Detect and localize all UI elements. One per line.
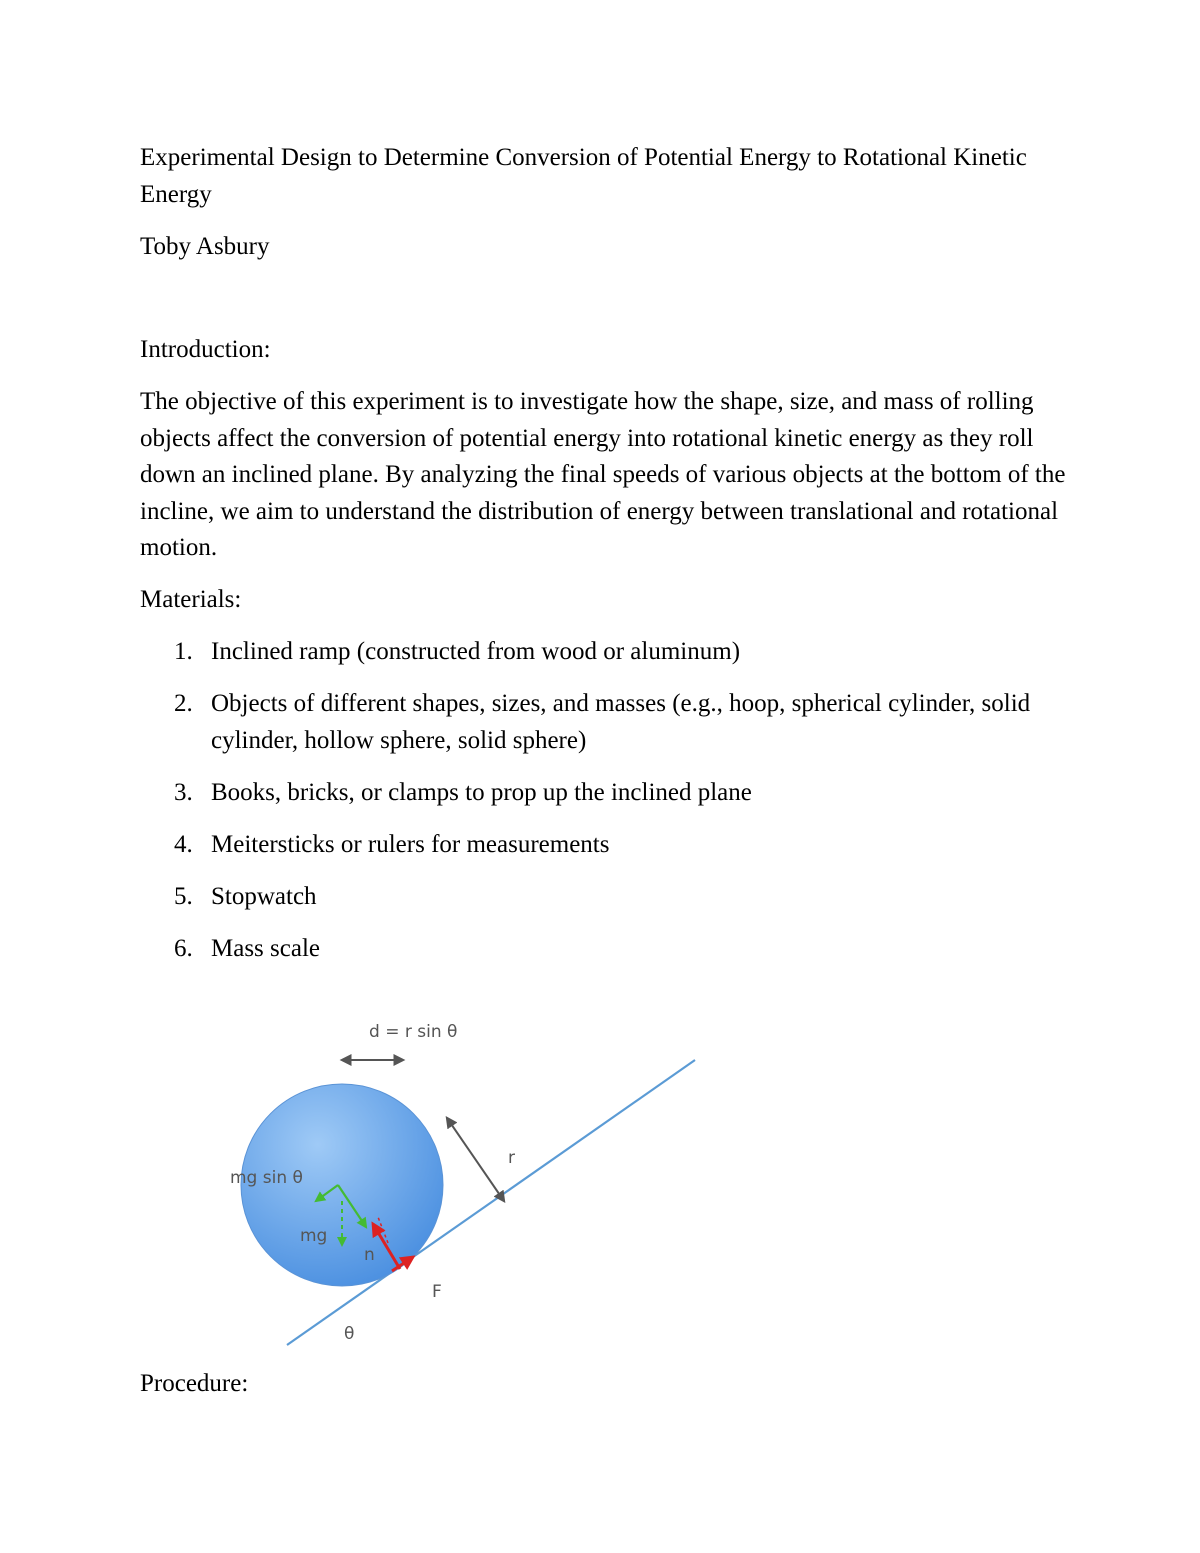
label-f: F	[432, 1282, 442, 1302]
label-d-equals-r-sin-theta: d = r sin θ	[369, 1022, 458, 1042]
r-radius-arrow	[447, 1118, 504, 1201]
list-item-text: Mass scale	[211, 934, 320, 962]
materials-heading: Materials:	[140, 586, 242, 613]
list-item	[140, 879, 1070, 916]
list-item-number: 2.	[174, 690, 193, 717]
list-item-text: Inclined ramp (constructed from wood or aluminum)	[211, 638, 741, 665]
label-theta: θ	[344, 1324, 355, 1344]
rolling-ball-diagram	[220, 1005, 710, 1355]
document-title: Experimental Design to Determine Conversion of Potential Energy to Rotational Kinetic Energy	[140, 144, 1027, 208]
introduction-heading: Introduction:	[140, 336, 271, 363]
list-item	[140, 827, 1070, 864]
list-item-number: 6.	[174, 934, 193, 962]
list-item-number: 5.	[174, 882, 193, 910]
label-n: n	[364, 1245, 375, 1265]
list-item-text: Books, bricks, or clamps to prop up the inclined plane	[211, 778, 752, 806]
list-item	[140, 634, 1070, 671]
list-item	[140, 931, 1070, 968]
label-mg-sin-theta: mg sin θ	[230, 1168, 303, 1188]
author-name: Toby Asbury	[140, 233, 270, 260]
list-item-text: Meitersticks or rulers for measurements	[211, 830, 610, 858]
materials-list	[140, 634, 1070, 983]
list-item-number: 4.	[174, 830, 193, 858]
list-item-text: Objects of different shapes, sizes, and masses (e.g., hoop, spherical cylinder, solid cylinder, hollow sphere, solid sphere)	[211, 690, 1031, 754]
procedure-heading: Procedure:	[140, 1370, 249, 1397]
label-r: r	[508, 1148, 515, 1168]
introduction-paragraph: The objective of this experiment is to investigate how the shape, size, and mass of rolling objects affect the conversion of potential energy into rotational kinetic energy as they roll down an inclined plane. By analyzing the final speeds of various objects at the bottom of the incline, we aim to understand the distribution of energy between translational and rotational motion.	[140, 388, 1066, 561]
list-item	[140, 686, 1070, 759]
label-mg: mg	[300, 1226, 328, 1246]
list-item-number: 3.	[174, 778, 193, 806]
list-item-text: Stopwatch	[211, 882, 317, 910]
list-item	[140, 775, 1070, 812]
list-item-number: 1.	[174, 638, 193, 665]
